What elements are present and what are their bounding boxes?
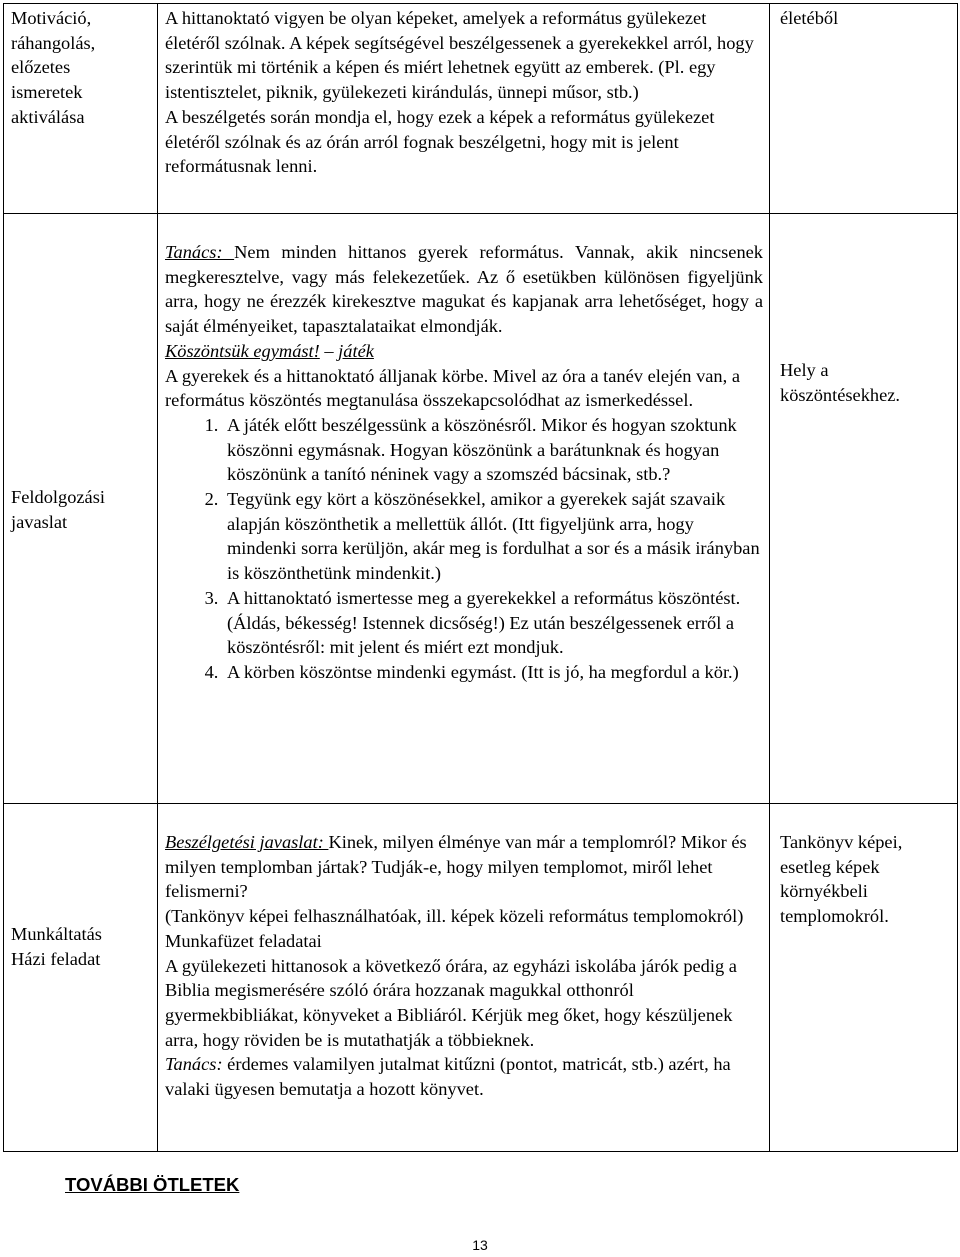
- row-label-processing: [4, 214, 158, 804]
- motivation-paragraph-1: A hittanoktató vigyen be olyan képeket, amelyek a református gyülekezet életéről szólnak. A képek segítségével beszélgessenek a gyerekekkel arról, hogy szerintük mi történik a képen és miért lehetnek együtt az emberek. (Pl. egy istentisztelet, piknik, gyülekezeti kirándulás, ünnepi műsor, stb.): [165, 8, 754, 103]
- table-row-motivation: [4, 4, 958, 214]
- note-text: Hely a köszöntésekhez.: [780, 360, 901, 405]
- row-label-line: Feldolgozási: [11, 486, 105, 507]
- row-label-line: előzetes: [11, 57, 71, 78]
- tip-text: Nem minden hittanos gyerek református. Vannak, akik nincsenek megkeresztelve, vagy más felekezetűek. Az ő esetükben különösen figyeljünk arra, hogy ne érezzék kirekesztve magukat és kapjanak arra lehetőséget, hogy a saját élményeiket, tapasztalataikat elmondják.: [165, 242, 763, 337]
- tip-paragraph: [165, 1052, 763, 1101]
- row-label-line: ráhangolás,: [11, 32, 96, 53]
- tip-paragraph: [165, 240, 763, 339]
- talk-text: Kinek, milyen élménye van már a templomról? Mikor és milyen templomban jártak? Tudják-e, hogy milyen templomot, miről lehet felismerni?: [165, 832, 747, 902]
- list-item: 4. A körben köszöntse mindenki egymást. (Itt is jó, ha megfordul a kör.): [223, 660, 763, 685]
- note-text: életéből: [780, 8, 839, 28]
- game-separator: –: [319, 340, 339, 361]
- list-item: 2. Tegyünk egy kört a köszönésekkel, amikor a gyerekek saját szavaik alapján köszönthetik a mellettük állót. (Itt figyeljünk arra, hogy mindenki sorra kerüljön, akár meg is fordulhat a sor és a másik irányban is köszönthetünk mindenkit.): [223, 487, 763, 586]
- homework-paragraph: A gyülekezeti hittanosok a következő órára, az egyházi iskolába járók pedig a Biblia megismerésére szóló órára hozzanak magukkal otthonról gyermekbibliákat, könyveket a Bibliáról. Kérjük meg őket, hogy készüljenek arra, hogy röviden be is mutathatják a többieknek.: [165, 955, 737, 1050]
- row-label-line: Házi feladat: [11, 948, 101, 969]
- game-intro: A gyerekek és a hittanoktató álljanak körbe. Mivel az óra a tanév elején van, a református köszöntés megtanulása összekapcsolódhat az ismerkedéssel.: [165, 365, 740, 411]
- game-title: Köszöntsük egymást!: [165, 340, 320, 361]
- row-note-motivation: [770, 4, 958, 214]
- tip-label: Tanács:: [165, 1054, 223, 1075]
- spacer: [165, 806, 763, 830]
- list-item: 1. A játék előtt beszélgessünk a köszönésről. Mikor és hogyan szoktunk köszönni egymásnak. Hogyan köszönünk a barátunknak és hogyan köszönünk a tanító néninek vagy a szomszéd bácsinak, stb.?: [223, 413, 763, 487]
- row-content-work: [158, 804, 770, 1152]
- talk-label: Beszélgetési javaslat:: [165, 832, 329, 852]
- workbook-line: Munkafüzet feladatai: [165, 930, 322, 951]
- row-label-line: aktiválása: [11, 106, 85, 127]
- table-row-work: [4, 804, 958, 1152]
- row-content-motivation: [158, 4, 770, 214]
- row-label-line: Motiváció,: [11, 8, 92, 28]
- game-heading: [165, 339, 763, 364]
- row-label-work: [4, 804, 158, 1152]
- tip-text: érdemes valamilyen jutalmat kitűzni (pontot, matricát, stb.) azért, ha valaki ügyesen bemutatja a hozott könyvet.: [165, 1054, 731, 1100]
- tip-label: Tanács:: [165, 242, 235, 262]
- row-note-processing: [770, 214, 958, 804]
- note-text: Tankönyv képei, esetleg képek környékbeli templomokról.: [780, 832, 903, 927]
- row-label-line: Munkáltatás: [11, 924, 102, 944]
- talk-note: (Tankönyv képei felhasználhatóak, ill. képek közeli református templomokról): [165, 906, 744, 927]
- row-label-line: javaslat: [11, 511, 68, 532]
- row-label-motivation: [4, 4, 158, 214]
- talk-paragraph: [165, 830, 763, 904]
- row-note-work: [770, 804, 958, 1152]
- spacer: [165, 216, 763, 240]
- game-word: játék: [338, 340, 374, 361]
- page-number: 13: [472, 1237, 488, 1253]
- table-row-processing: [4, 214, 958, 804]
- row-content-processing: [158, 214, 770, 804]
- list-item: 3. A hittanoktató ismertesse meg a gyerekekkel a református köszöntést.(Áldás, békesség! Istennek dicsőség!) Ez után beszélgessenek erről a köszöntésről: mit jelent és miért ezt mondjuk.: [223, 586, 763, 660]
- row-label-line: ismeretek: [11, 82, 83, 103]
- game-steps-list: [165, 413, 763, 685]
- lesson-plan-table: [3, 3, 958, 1152]
- section-heading: TOVÁBBI ÖTLETEK: [65, 1174, 240, 1195]
- motivation-paragraph-2: A beszélgetés során mondja el, hogy ezek a képek a református gyülekezet életéről szólnak és az órán arról fognak beszélgetni, hogy mit is jelent reformátusnak lenni.: [165, 106, 715, 177]
